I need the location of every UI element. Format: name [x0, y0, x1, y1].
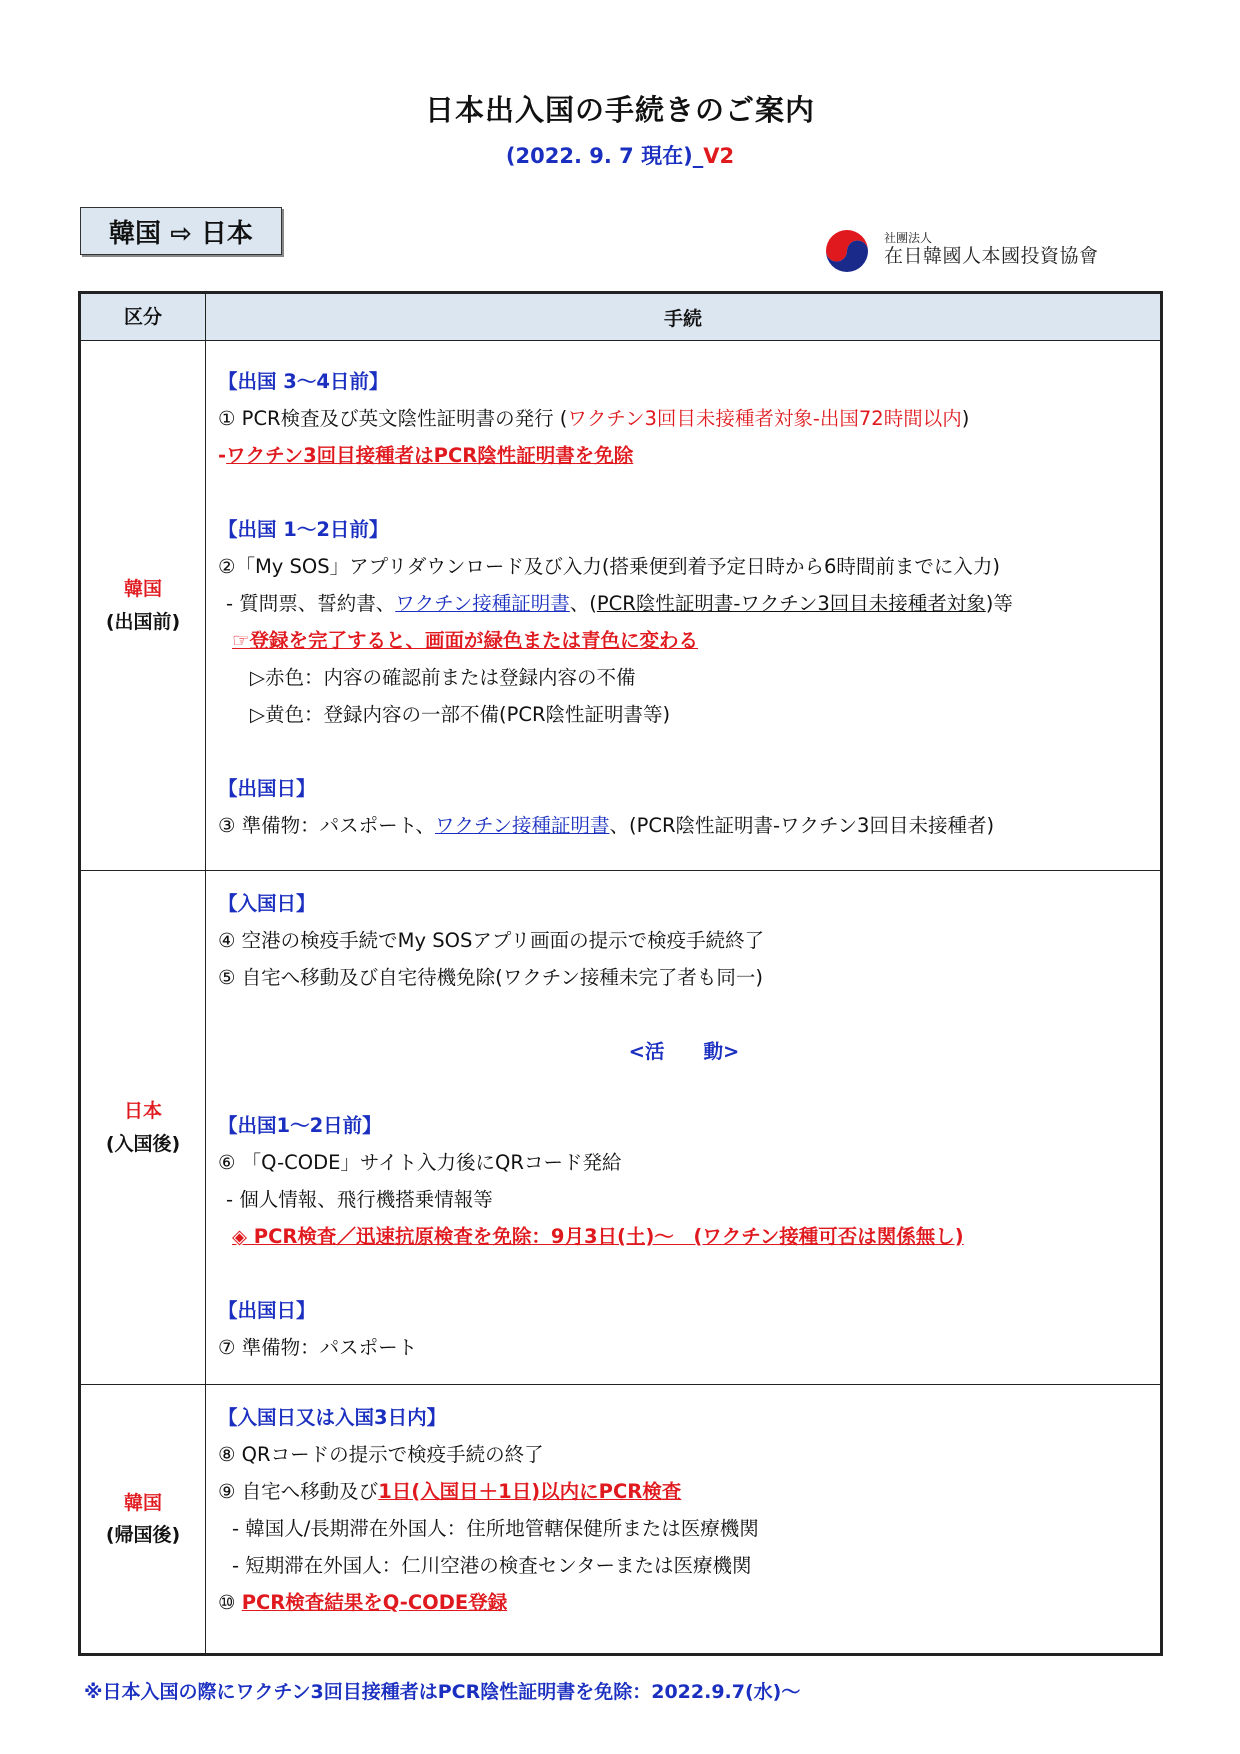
subtitle-open: ( [505, 144, 516, 168]
text-part: PCR陰性証明書-ワクチン3回目未接種者対象 [596, 592, 986, 615]
logo-small-text: 社團法人 [884, 231, 933, 246]
page-subtitle [0, 140, 1240, 170]
text-part: ) [961, 407, 970, 430]
procedure-table [78, 291, 1163, 1656]
taegeuk-logo-icon [822, 227, 872, 273]
category-cell [80, 341, 206, 871]
procedure-line: ⑧ QRコードの提示で検疫手続の終了 [218, 1443, 544, 1466]
table-header-row [80, 293, 1162, 341]
table-row [80, 1385, 1162, 1655]
text-part: ⑨ 自宅へ移動及び [218, 1480, 379, 1503]
category-sub: (帰国後) [105, 1524, 181, 1546]
text-part: ③ 準備物：パスポート、 [218, 814, 435, 837]
text-part: )等 [985, 592, 1013, 615]
procedure-line: - 短期滞在外国人：仁川空港の検査センターまたは医療機関 [232, 1554, 752, 1577]
table-row [80, 341, 1162, 871]
text-part: PCR検査結果をQ-CODE登録 [241, 1591, 508, 1614]
text-part: ① PCR検査及び英文陰性証明書の発行 ( [218, 407, 568, 430]
text-part: - [218, 444, 227, 467]
procedure-line [218, 807, 1150, 844]
section-title: 【出国1〜2日前】 [218, 1114, 382, 1137]
procedure-line: ⑤ 自宅へ移動及び自宅待機免除(ワクチン接種未完了者も同一) [218, 966, 763, 989]
subtitle-date: 2022. 9. 7 現在 [515, 144, 684, 168]
text-part: ワクチン接種証明書 [434, 814, 610, 837]
procedure-line: ▷赤色：内容の確認前または登録内容の不備 [250, 666, 636, 689]
header-category: 区分 [80, 293, 206, 341]
logo-main-text: 在日韓國人本國投資協會 [884, 244, 1099, 267]
procedure-line [218, 437, 1150, 474]
procedure-cell [206, 1385, 1162, 1655]
text-part: ⑩ [218, 1591, 242, 1614]
procedure-line [218, 1584, 1150, 1621]
procedure-line: ◈ PCR検査／迅速抗原検査を免除：9月3日(土)〜 (ワクチン接種可否は関係無し) [232, 1225, 964, 1248]
text-part: ワクチン3回目接種者はPCR陰性証明書を免除 [226, 444, 634, 467]
section-title: 【出国日】 [218, 1299, 316, 1322]
route-label: 韓国 ⇨ 日本 [80, 207, 282, 255]
procedure-line [218, 1473, 1150, 1510]
subtitle-close: )_ [683, 144, 704, 168]
section-title: 【出国日】 [218, 777, 316, 800]
section-title: 【出国 1〜2日前】 [218, 518, 389, 541]
section-title: 【出国 3〜4日前】 [218, 370, 389, 393]
procedure-line: ☞登録を完了すると、画面が緑色または青色に変わる [232, 629, 698, 652]
section-title: 【入国日】 [218, 892, 316, 915]
text-part: 1日(入国日＋1日)以内にPCR検査 [378, 1480, 682, 1503]
text-part: ワクチン接種証明書 [395, 592, 570, 615]
footnote: ※日本入国の際にワクチン3回目接種者はPCR陰性証明書を免除：2022.9.7(水)〜 [84, 1681, 801, 1703]
table-row [80, 871, 1162, 1385]
procedure-cell [206, 871, 1162, 1385]
page-title: 日本出入国の手続きのご案内 [424, 93, 815, 127]
procedure-line [218, 585, 1150, 622]
header-procedure: 手続 [206, 293, 1162, 341]
category-name: 韓国 [123, 578, 162, 601]
text-part: 、(PCR陰性証明書-ワクチン3回目未接種者) [609, 814, 995, 837]
category-sub: (入国後) [105, 1132, 181, 1155]
procedure-line: ④ 空港の検疫手続でMy SOSアプリ画面の提示で検疫手続終了 [218, 929, 765, 952]
procedure-line: - 韓国人/長期滞在外国人：住所地管轄保健所または医療機関 [232, 1517, 759, 1540]
procedure-line: ⑦ 準備物：パスポート [218, 1336, 418, 1359]
category-name: 日本 [123, 1100, 162, 1123]
activity-heading: <活 動> [628, 1040, 740, 1063]
procedure-cell [206, 341, 1162, 871]
section-title: 【入国日又は入国3日内】 [218, 1406, 447, 1429]
category-cell [80, 1385, 206, 1655]
organization-logo [822, 226, 1099, 274]
procedure-line: ▷黄色：登録内容の一部不備(PCR陰性証明書等) [250, 703, 671, 726]
procedure-line [218, 400, 1150, 437]
procedure-line: ②「My SOS」アプリダウンロード及び入力(搭乗便到着予定日時から6時間前までに入力) [218, 555, 1000, 578]
procedure-line: ⑥ 「Q-CODE」サイト入力後にQRコード発給 [218, 1151, 622, 1174]
text-part: 、( [569, 592, 597, 615]
text-part: - 質問票、誓約書、 [226, 592, 396, 615]
subtitle-version: V2 [703, 144, 735, 168]
procedure-line: - 個人情報、飛行機搭乗情報等 [226, 1188, 493, 1211]
text-part: ワクチン3回目未接種者対象-出国72時間以内 [567, 407, 962, 430]
category-name: 韓国 [123, 1491, 162, 1514]
category-cell [80, 871, 206, 1385]
category-sub: (出国前) [105, 610, 181, 633]
